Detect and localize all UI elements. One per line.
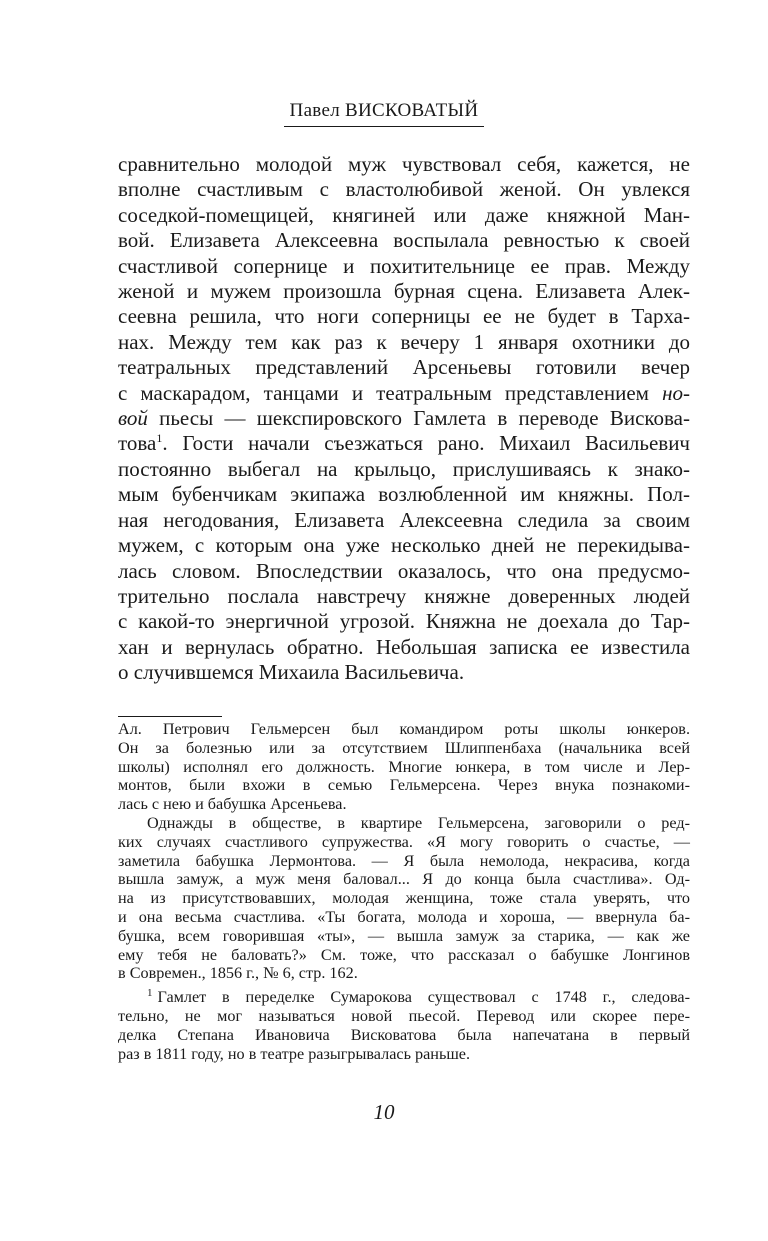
text-line: о случившемся Михаила Васильевича. xyxy=(118,660,465,685)
italic-word: но- xyxy=(662,380,690,405)
text-line: мужем, с которым она уже несколько дней не перекидыва- xyxy=(118,533,690,558)
footnote-line: тельно, не мог называться новой пьесой. Перевод или скорее пере- xyxy=(118,1006,690,1025)
footnote-paragraph xyxy=(118,814,690,983)
text-segment: с маскарадом, танцами и театральным представлением xyxy=(118,380,649,405)
text-line: счастливой сопернице и похитительнице ее прав. Между xyxy=(118,253,690,278)
footnote-line: и она весьма счастлива. «Ты богата, молода и хороша, — ввернула ба- xyxy=(118,907,690,926)
footnotes xyxy=(118,720,690,1063)
footnote-line: Ал. Петрович Гельмерсен был командиром роты школы юнкеров. xyxy=(118,720,690,738)
text-segment: това xyxy=(118,431,157,456)
footnote-line xyxy=(118,988,690,1007)
text-segment: . Гости начали съезжаться рано. Михаил Васильевич xyxy=(162,431,690,456)
body-text xyxy=(118,152,690,686)
text-line: трительно послала навстречу княжне доверенных людей xyxy=(118,583,690,608)
footnote-line: ему тебя не баловать?» См. тоже, что рассказал о бабушке Лонгинов xyxy=(118,945,690,964)
text-line: лась словом. Впоследствии оказалось, что она предусмо- xyxy=(118,558,690,583)
running-head-title: Павел ВИСКОВАТЫЙ xyxy=(284,100,485,127)
footnote-paragraph xyxy=(118,988,690,1063)
text-line: хан и вернулась обратно. Небольшая записка ее известила xyxy=(118,634,690,659)
text-line: ная негодования, Елизавета Алексеевна следила за своим xyxy=(118,507,690,532)
text-line: мым бубенчикам экипажа возлюбленной им княжны. Пол- xyxy=(118,482,690,507)
footnote-line: монтов, были вхожи в семью Гельмерсена. Через внука познакоми- xyxy=(118,776,690,795)
text-line xyxy=(118,406,690,431)
footnote-line: в Современ., 1856 г., № 6, стр. 162. xyxy=(118,964,358,983)
italic-word: вой xyxy=(118,406,148,431)
footnote-line: на из присутствовавших, молодая женщина, тоже стала уверять, что xyxy=(118,889,690,908)
footnote-line: школы) исполнял его должность. Многие юнкера, в том числе и Лер- xyxy=(118,757,690,776)
text-line: женой и мужем произошла бурная сцена. Елизавета Алек- xyxy=(118,279,690,304)
footnote-line: лась с нею и бабушка Арсеньева. xyxy=(118,795,347,814)
footnote-line: раз в 1811 году, но в театре разыгрывалась раньше. xyxy=(118,1044,471,1063)
footnote-line: заметила бабушка Лермонтова. — Я была немолода, некрасива, когда xyxy=(118,851,690,870)
footnote-paragraph xyxy=(118,720,690,814)
page-number: 10 xyxy=(373,1100,395,1124)
footnote-line: бушка, всем говорившая «ты», — вышла замуж за старика, — как же xyxy=(118,926,690,945)
body-paragraph xyxy=(118,152,690,686)
text-line: соседкой-помещицей, княгиней или даже княжной Ман- xyxy=(118,202,690,227)
footnote-line: ких случаях счастливого супружества. «Я могу говорить о счастье, — xyxy=(118,832,690,851)
text-line: нах. Между тем как раз к вечеру 1 января охотники до xyxy=(118,329,690,354)
footnote-marker: 1 xyxy=(147,986,153,999)
running-head xyxy=(0,100,768,127)
footnote-line: Он за болезнью или за отсутствием Шлиппенбаха (начальника всей xyxy=(118,738,690,757)
text-segment: пьесы — шекспировского Гамлета в переводе Вискова- xyxy=(147,406,690,431)
text-line xyxy=(118,381,690,406)
text-line xyxy=(118,431,690,456)
text-line: сравнительно молодой муж чувствовал себя, кажется, не xyxy=(118,152,690,176)
text-line: вой. Елизавета Алексеевна воспылала ревностью к своей xyxy=(118,228,690,253)
text-line: вполне счастливым с властолюбивой женой. Он увлекся xyxy=(118,177,690,202)
footnote-line: делка Степана Ивановича Висковатова была напечатана в первый xyxy=(118,1025,690,1044)
text-line: сеевна решила, что ноги соперницы ее не будет в Тарха- xyxy=(118,304,690,329)
footnote-ref: 1 xyxy=(156,431,163,446)
footnote-line: Однажды в обществе, в квартире Гельмерсена, заговорили о ред- xyxy=(147,813,690,832)
footnote-line: вышла замуж, а муж меня баловал... Я до конца была счастлива». Од- xyxy=(118,870,690,889)
footnote-separator xyxy=(118,716,222,717)
text-line: с какой-то энергичной угрозой. Княжна не доехала до Тар- xyxy=(118,609,690,634)
text-segment: Гамлет в переделке Сумарокова существовал с 1748 г., следова- xyxy=(157,988,690,1007)
text-line: театральных представлений Арсеньевы готовили вечер xyxy=(118,355,690,380)
text-line: постоянно выбегал на крыльцо, прислушиваясь к знако- xyxy=(118,456,690,481)
